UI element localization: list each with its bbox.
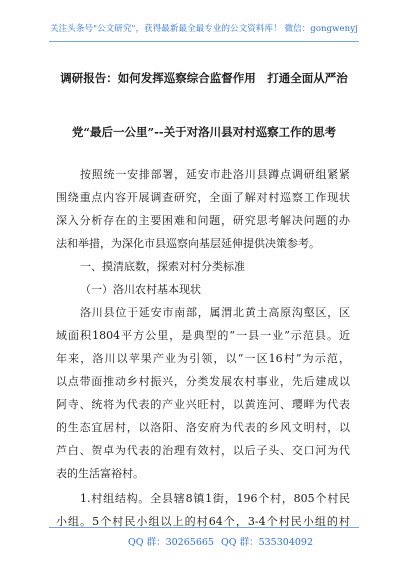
paragraph-line: 小组。5个村民小组以上的村64个，3-4个村民小组的村 — [56, 515, 350, 528]
paragraph-line: 阿寺、统将为代表的产业兴旺村，以黄连河、璎畔为代表 — [56, 398, 350, 411]
footer-qq-group-2: QQ 群：535304092 — [221, 537, 313, 548]
paragraph-line: 法和举措，为深化市县巡察向基层延伸提供决策参考。 — [56, 237, 320, 250]
paragraph-line: 洛川县位于延安市南部，属渭北黄土高原沟壑区，区 — [80, 306, 350, 319]
paragraph-line: 深入分析存在的主要困难和问题，研究思考解决问题的办 — [56, 214, 350, 227]
footer-divider — [49, 527, 359, 528]
paragraph-line: 的生态宜居村，以洛阳、洛安府为代表的乡风文明村，以 — [56, 421, 350, 434]
subsection-heading: （一）洛川农村基本现状 — [80, 283, 201, 296]
paragraph-line: 1.村组结构。全县辖8镇1街，196个村，805个村民 — [80, 492, 350, 505]
paragraph-line: 以点带面推动乡村振兴，分类发展农村事业，先后建成以 — [56, 375, 350, 388]
paragraph-line: 年来，洛川以苹果产业为引领，以“一区16村”为示范， — [56, 352, 350, 365]
paragraph-line: 表的生活富裕村。 — [56, 467, 144, 480]
paragraph-line: 域面积1804平方公里，是典型的“一县一业”示范县。近 — [56, 329, 350, 342]
footer-qq-group-1: QQ 群：30265665 — [128, 537, 214, 548]
paragraph-line: 按照统一安排部署，延安市赴洛川县蹲点调研组紧紧 — [80, 168, 350, 181]
document-title-line-2: 党“最后一公里”--关于对洛川县对村巡察工作的思考 — [71, 125, 337, 139]
header-banner: 关注头条号"公文研究"，获得最新最全最专业的公文资料库！ 微信：gongwenyj — [50, 24, 358, 34]
document-title-line-1: 调研报告：如何发挥巡察综合监督作用 打通全面从严治 — [60, 71, 348, 85]
paragraph-line: 围绕重点内容开展调查研究，全面了解对村巡察工作现状 — [56, 191, 350, 204]
section-heading: 一、摸清底数，探索对村分类标准 — [80, 260, 245, 273]
paragraph-line: 芦白、贺卓为代表的治理有效村，以后子头、交口河为代 — [56, 444, 350, 457]
header-divider — [49, 41, 359, 42]
